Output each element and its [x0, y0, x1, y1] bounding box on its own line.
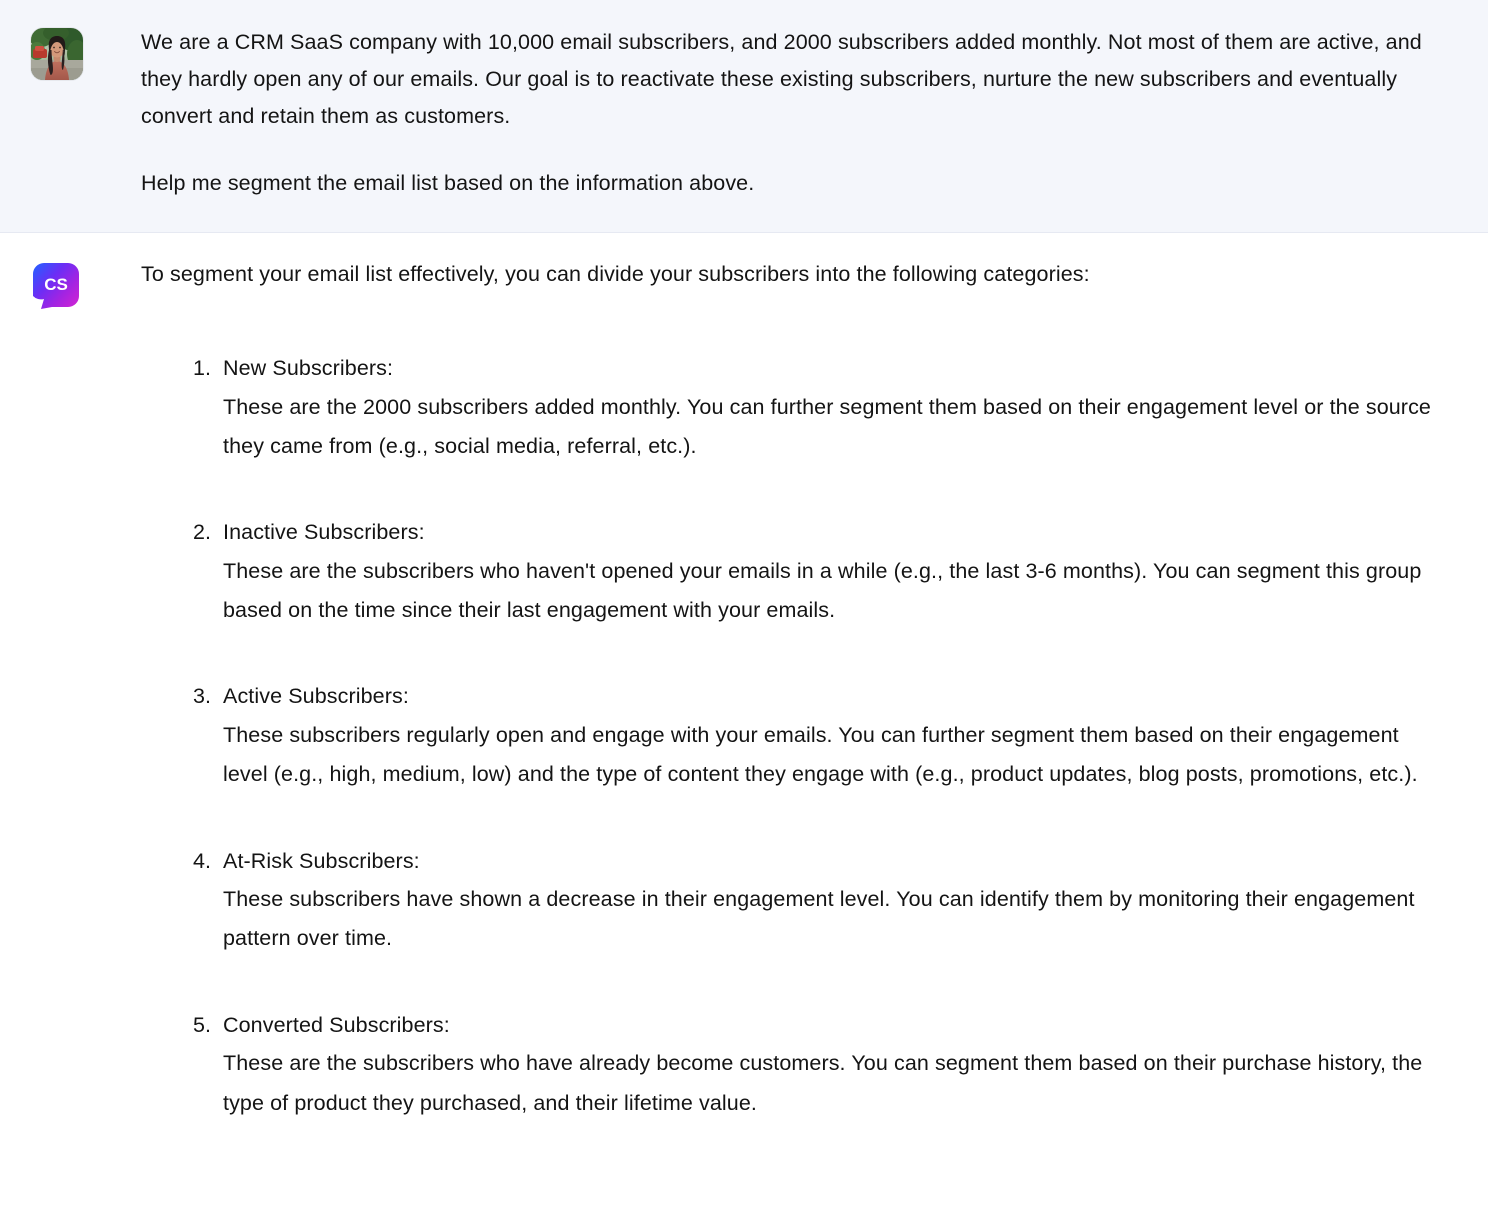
segment-title: New Subscribers:	[223, 356, 394, 381]
user-avatar-photo[interactable]	[31, 28, 83, 80]
segment-list	[141, 351, 1442, 1122]
segment-title: Active Subscribers:	[223, 684, 409, 709]
segment-title: At-Risk Subscribers:	[223, 848, 420, 873]
list-item	[193, 1008, 1442, 1123]
list-item	[193, 351, 1442, 466]
segment-description: These subscribers have shown a decrease in their engagement level. You can identify them by monitoring their engagement pattern over time.	[223, 887, 1415, 951]
user-message-body	[141, 24, 1460, 202]
list-item	[193, 515, 1442, 630]
segment-description: These are the subscribers who haven't opened your emails in a while (e.g., the last 3-6 months). You can segment this group based on the time since their last engagement with your emails.	[223, 559, 1422, 623]
assistant-intro-text: To segment your email list effectively, you can divide your subscribers into the following categories:	[141, 261, 1090, 286]
list-item	[193, 679, 1442, 794]
user-paragraph-1: We are a CRM SaaS company with 10,000 email subscribers, and 2000 subscribers added monthly. Not most of them are active, and they hardly open any of our emails. Our goal is to reactivate these existing subscribers, nurture the new subscribers and eventually convert and retain them as customers.	[141, 30, 1422, 128]
assistant-message-body	[141, 257, 1460, 1123]
assistant-logo-icon[interactable]	[31, 261, 81, 311]
segment-description: These are the subscribers who have already become customers. You can segment them based on their purchase history, the type of product they purchased, and their lifetime value.	[223, 1051, 1423, 1115]
segment-title: Converted Subscribers:	[223, 1012, 450, 1037]
list-item	[193, 844, 1442, 959]
segment-description: These subscribers regularly open and engage with your emails. You can further segment them based on their engagement level (e.g., high, medium, low) and the type of content they engage with (e.g., product updates, blog posts, promotions, etc.).	[223, 723, 1418, 787]
segment-description: These are the 2000 subscribers added monthly. You can further segment them based on their engagement level or the source they came from (e.g., social media, referral, etc.).	[223, 395, 1431, 459]
segment-title: Inactive Subscribers:	[223, 520, 425, 545]
assistant-message	[0, 233, 1488, 1141]
user-paragraph-2: Help me segment the email list based on the information above.	[141, 170, 755, 195]
assistant-logo-label: CS	[44, 274, 68, 294]
user-message	[0, 0, 1488, 233]
user-avatar-column	[31, 24, 141, 80]
assistant-avatar-column	[31, 257, 141, 311]
